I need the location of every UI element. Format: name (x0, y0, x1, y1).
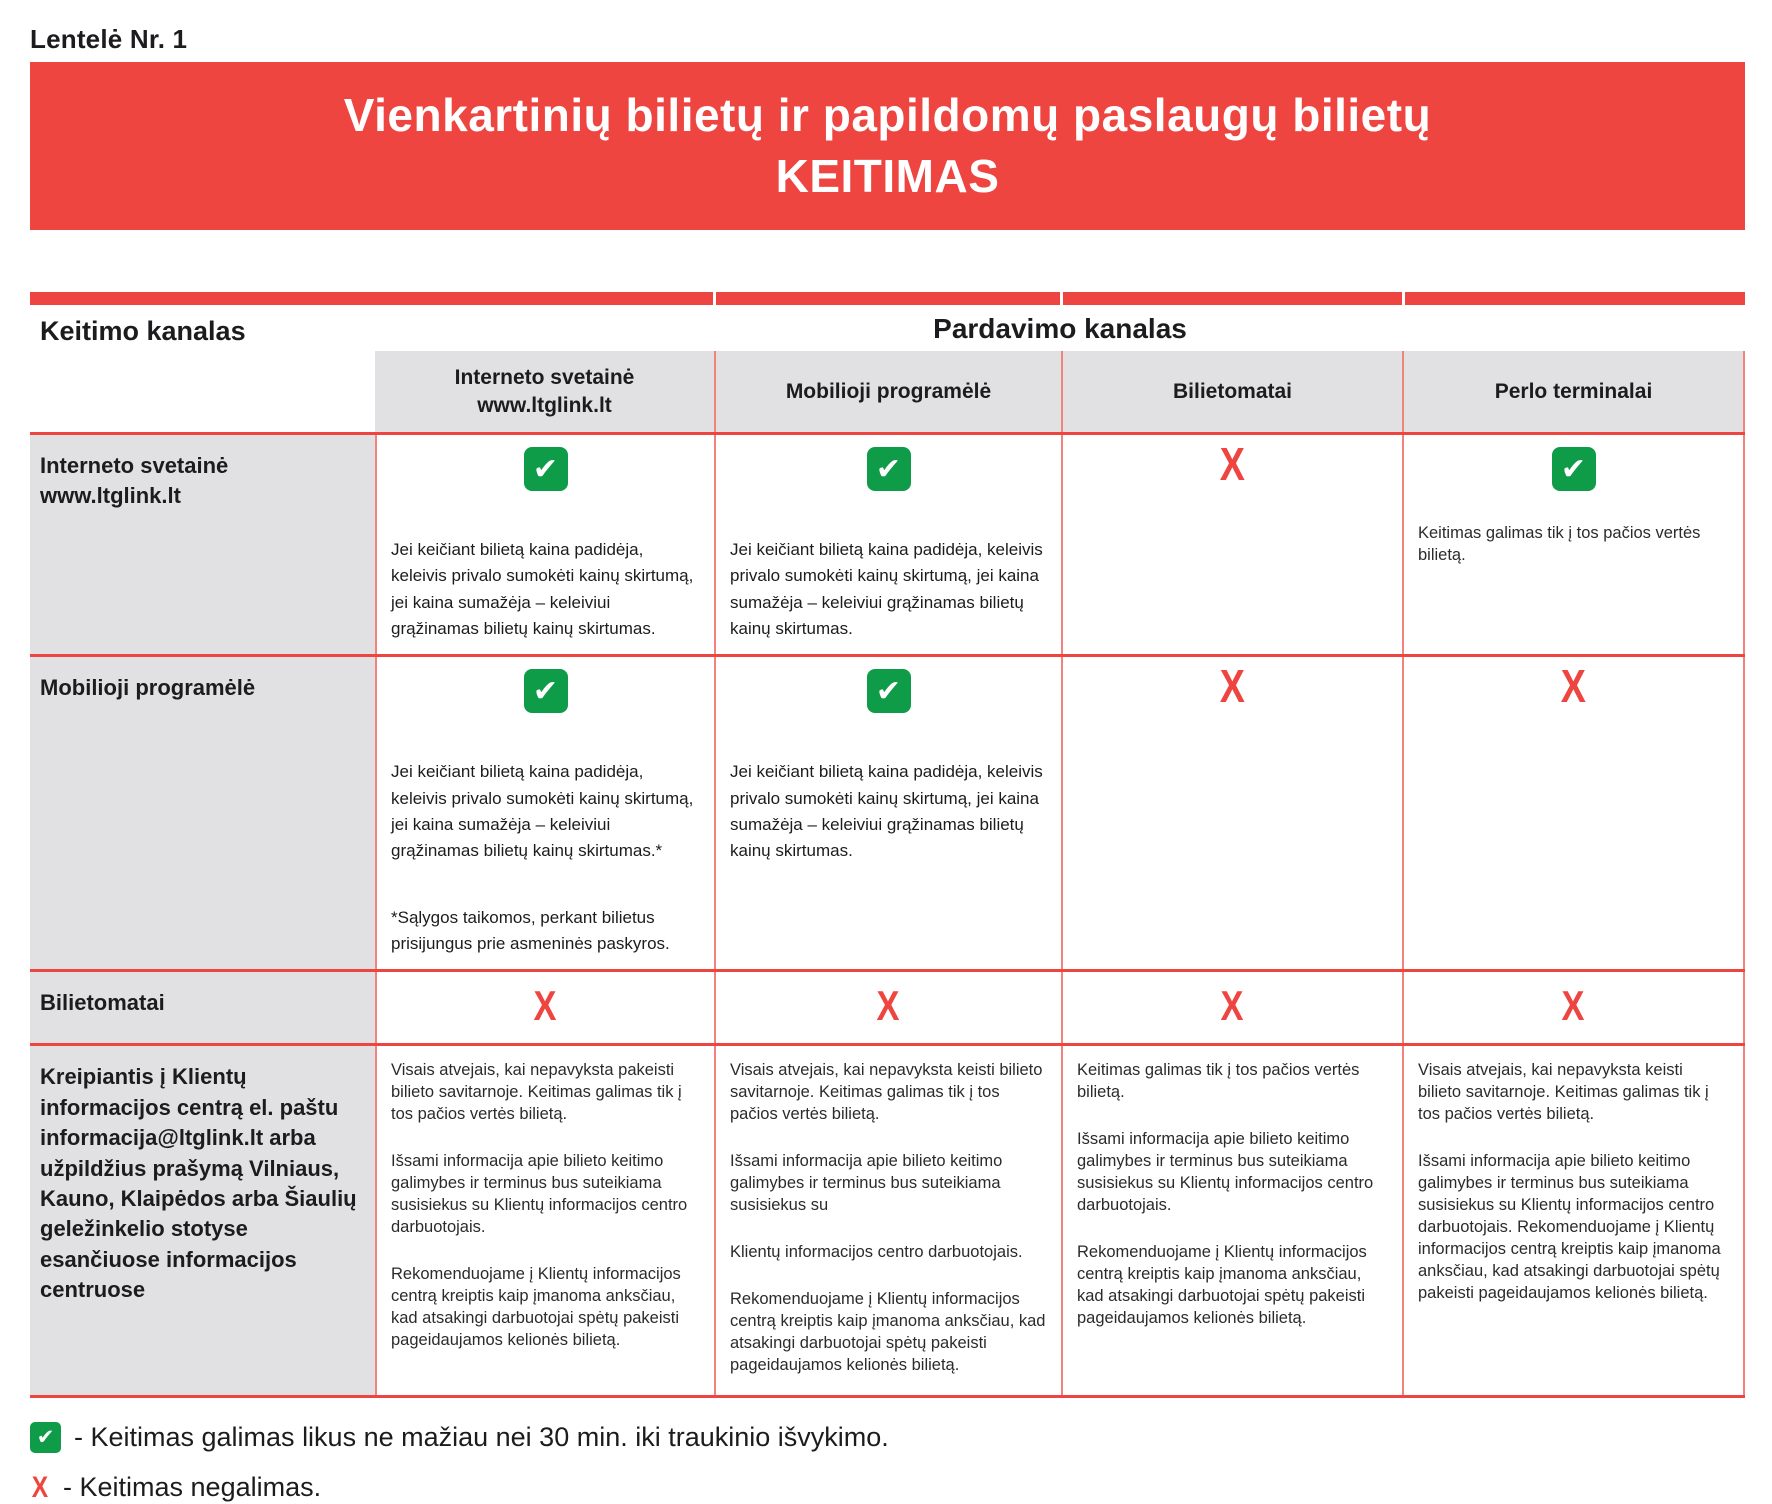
cell-note: Rekomenduojame į Klientų informacijos centrą kreiptis kaip įmanoma anksčiau, kad atsakingi darbuotojai spėtų pakeisti pageidaujamos kelionės bilietą. (391, 1265, 681, 1349)
table-cell (714, 972, 1061, 1043)
x-icon: X (1221, 982, 1244, 1030)
legend (30, 1422, 1745, 1503)
page-title-line1: Vienkartinių bilietų ir papildomų paslaugų bilietų (343, 89, 1432, 142)
table-cell (1061, 657, 1402, 969)
cell-note: Klientų informacijos centro darbuotojais. (730, 1243, 1023, 1262)
cell-note: Rekomenduojame į Klientų informacijos centrą kreiptis kaip įmanoma anksčiau, kad atsakingi darbuotojai spėtų pakeisti pageidaujamos kelionės bilietą. (730, 1290, 1046, 1374)
column-header-perlo-terminals: Perlo terminalai (1402, 351, 1745, 432)
legend-item-exchange-impossible (30, 1472, 1745, 1503)
x-icon: X (31, 1470, 49, 1504)
cell-note: Visais atvejais, kai nepavyksta keisti bilieto savitarnoje. Keitimas galimas tik į tos pačios vertės bilietą. (730, 1061, 1043, 1124)
x-icon: X (877, 982, 900, 1030)
infographic-page (30, 0, 1745, 1503)
divider-bar-segment (1063, 292, 1402, 305)
cell-note: Jei keičiant bilietą kaina padidėja, keleivis privalo sumokėti kainų skirtumą, jei kaina sumažėja – keleiviui grąžinamas bilietų kainų skirtumas.* (391, 762, 694, 861)
axis-labels (30, 305, 1745, 351)
cell-note: Išsami informacija apie bilieto keitimo galimybes ir terminus bus suteikiama susisiekus su Klientų informacijos centro darbuotojais. Rekomenduojame į Klientų informacijos centrą kreiptis kaip įmanoma anksčiau, kad atsakingi darbuotojai spėtų pakeisti pageidaujamos kelionės bilietą. (1418, 1152, 1721, 1302)
legend-text: - Keitimas galimas likus ne mažiau nei 30 min. iki traukinio išvykimo. (74, 1422, 889, 1453)
cell-note: Išsami informacija apie bilieto keitimo galimybes ir terminus bus suteikiama susisiekus su (730, 1152, 1003, 1215)
table-cell (1402, 1046, 1745, 1395)
table-cell (1402, 657, 1745, 969)
cell-footnote: *Sąlygos taikomos, perkant bilietus prisijungus prie asmeninės paskyros. (391, 907, 670, 954)
table-cell (1402, 435, 1745, 654)
cell-note: Išsami informacija apie bilieto keitimo galimybes ir terminus bus suteikiama susisiekus su Klientų informacijos centro darbuotojais. (1077, 1130, 1374, 1215)
x-icon: X (1219, 438, 1246, 490)
table-label: Lentelė Nr. 1 (30, 24, 188, 54)
divider-bar-segment (716, 292, 1060, 305)
check-icon: ✔ (524, 447, 568, 491)
x-icon: X (1219, 660, 1246, 713)
cell-note: Keitimas galimas tik į tos pačios vertės bilietą. (1418, 524, 1701, 564)
cell-note: Jei keičiant bilietą kaina padidėja, keleivis privalo sumokėti kainų skirtumą, jei kaina sumažėja – keleiviui grąžinamas bilietų kainų skirtumas. (730, 762, 1043, 861)
table-cell (714, 657, 1061, 969)
table-row-mobile-app (30, 654, 1745, 969)
row-header: Kreipiantis į Klientų informacijos centrą el. paštu informacija@ltglink.lt arba užpildžius prašymą Vilniaus, Kauno, Klaipėdos arba Šiaulių geležinkelio stotyse esančiuose informacijos centruose (30, 1046, 375, 1395)
check-icon: ✔ (867, 669, 911, 713)
table-cell (375, 972, 714, 1043)
x-icon: X (1560, 660, 1587, 713)
table-cell (714, 1046, 1061, 1395)
table-cell (714, 435, 1061, 654)
row-header: Mobilioji programėlė (30, 657, 375, 969)
divider-bar-segment (30, 292, 713, 305)
table-cell (1061, 435, 1402, 654)
row-header: Interneto svetainė www.ltglink.lt (30, 435, 375, 654)
legend-item-exchange-possible (30, 1422, 1745, 1453)
table-cell (375, 1046, 714, 1395)
cell-note: Rekomenduojame į Klientų informacijos centrą kreiptis kaip įmanoma anksčiau, kad atsakingi darbuotojai spėtų pakeisti pageidaujamos kelionės bilietą. (1077, 1243, 1367, 1327)
col-axis-label: Pardavimo kanalas (933, 313, 1187, 344)
cell-note: Jei keičiant bilietą kaina padidėja, keleivis privalo sumokėti kainų skirtumą, jei kaina sumažėja – keleiviui grąžinamas bilietų kainų skirtumas. (391, 540, 694, 639)
table-cell (1061, 1046, 1402, 1395)
row-axis-label: Keitimo kanalas (40, 316, 246, 346)
cell-note: Keitimas galimas tik į tos pačios vertės bilietą. (1077, 1061, 1360, 1102)
check-icon: ✔ (1552, 447, 1596, 491)
cell-note: Jei keičiant bilietą kaina padidėja, keleivis privalo sumokėti kainų skirtumą, jei kaina sumažėja – keleiviui grąžinamas bilietų kainų skirtumas. (730, 540, 1043, 639)
table-cell (375, 657, 714, 969)
check-icon: ✔ (30, 1422, 61, 1453)
cell-note: Visais atvejais, kai nepavyksta pakeisti bilieto savitarnoje. Keitimas galimas tik į tos pačios vertės bilietą. (391, 1061, 682, 1124)
x-icon: X (1562, 982, 1585, 1030)
x-icon: X (534, 982, 557, 1030)
column-header-row (30, 351, 1745, 432)
check-icon: ✔ (524, 669, 568, 713)
table-row-customer-service (30, 1043, 1745, 1395)
check-icon: ✔ (867, 447, 911, 491)
column-header-mobile-app: Mobilioji programėlė (714, 351, 1061, 432)
column-header-website: Interneto svetainė www.ltglink.lt (375, 351, 714, 432)
exchange-table (30, 351, 1745, 1398)
row-header: Bilietomatai (30, 972, 375, 1043)
legend-text: - Keitimas negalimas. (63, 1472, 322, 1503)
table-cell (1061, 972, 1402, 1043)
corner-cell (30, 351, 375, 432)
cell-note: Visais atvejais, kai nepavyksta keisti bilieto savitarnoje. Keitimas galimas tik į tos pačios vertės bilietą. (1418, 1061, 1709, 1124)
title-banner (30, 62, 1745, 230)
divider-bar-segment (1405, 292, 1745, 305)
page-title-line2: KEITIMAS (775, 150, 1000, 202)
table-row-ticket-machines (30, 969, 1745, 1043)
cell-note: Išsami informacija apie bilieto keitimo galimybes ir terminus bus suteikiama susisiekus su Klientų informacijos centro darbuotojais. (391, 1152, 688, 1237)
divider-bar (30, 292, 1745, 305)
table-cell (1402, 972, 1745, 1043)
table-cell (375, 435, 714, 654)
table-row-website (30, 432, 1745, 654)
column-header-ticket-machines: Bilietomatai (1061, 351, 1402, 432)
